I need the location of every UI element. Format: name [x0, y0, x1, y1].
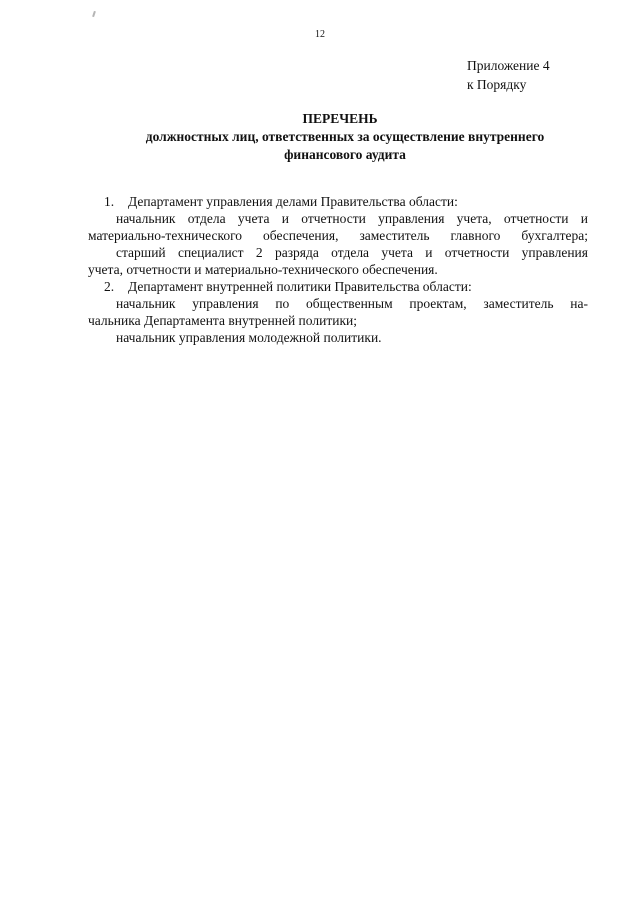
- list-item-heading: [88, 193, 588, 210]
- document-subtitle: [110, 128, 580, 164]
- list-item-line: старший специалист 2 разряда отдела учета и отчетности управления: [116, 245, 588, 260]
- list-item-line: материально-технического обеспечения, заместитель главного бухгалтера;: [88, 228, 588, 243]
- scan-mark: [92, 11, 96, 17]
- officials-list: [88, 193, 588, 346]
- list-item-heading-text: Департамент управления делами Правительства области:: [128, 194, 458, 209]
- list-item-line: чальника Департамента внутренней политики;: [88, 313, 357, 328]
- subtitle-line-2: финансового аудита: [284, 147, 406, 162]
- page-number: 12: [315, 29, 325, 40]
- appendix-reference: [467, 56, 550, 94]
- list-item-number: 2.: [104, 279, 115, 294]
- appendix-line-1: Приложение 4: [467, 58, 550, 73]
- list-item-heading-text: Департамент внутренней политики Правительства области:: [128, 279, 472, 294]
- subtitle-line-1: должностных лиц, ответственных за осуществление внутреннего: [145, 129, 545, 144]
- list-item-line: учета, отчетности и материально-технического обеспечения.: [88, 262, 438, 277]
- list-item-line: начальник отдела учета и отчетности управления учета, отчетности и: [116, 211, 588, 226]
- appendix-line-2: к Порядку: [467, 77, 527, 92]
- list-item-line: начальник управления по общественным проектам, заместитель на-: [116, 296, 588, 311]
- document-title: ПЕРЕЧЕНЬ: [302, 111, 378, 126]
- list-item-number: 1.: [104, 194, 115, 209]
- list-item-line: начальник управления молодежной политики.: [116, 330, 382, 345]
- list-item-heading: [88, 278, 588, 295]
